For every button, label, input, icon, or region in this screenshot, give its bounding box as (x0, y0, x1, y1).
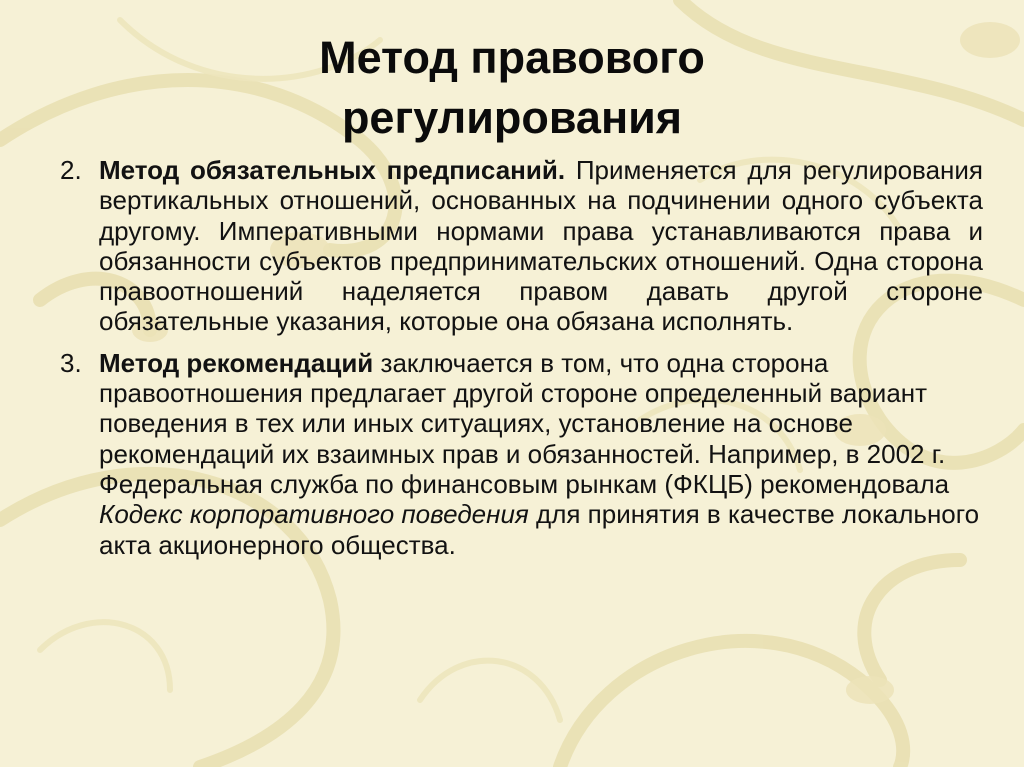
paragraph-number: 3. (60, 347, 82, 378)
slide-body (60, 155, 983, 560)
paragraph-method-recommendations (60, 348, 989, 560)
slide-title (0, 28, 1024, 148)
paragraph-text: Применяется для регулирования вертикальных отношений, основанных на подчинении одного субъекта другому. Императивными нормами права устанавливаются права и обязанности субъектов предпринимательских отношений. Одна сторона правоотношений наделяется правом давать другой стороне обязательные указания, которые она обязана исполнять. (99, 155, 984, 337)
paragraph-heading: Метод обязательных предписаний. (99, 155, 566, 185)
slide-title-line-1: Метод правового (319, 32, 705, 83)
paragraph-method-mandatory (60, 155, 983, 337)
paragraph-text-end: для принятия в качестве локального акта акционерного общества. (99, 499, 980, 560)
slide-title-line-2: регулирования (341, 92, 683, 143)
paragraph-heading: Метод рекомендаций (99, 347, 374, 378)
paragraph-text: заключается в том, что одна сторона правоотношения предлагает другой стороне определенный вариант поведения в тех или иных ситуациях, установление на основе рекомендаций их взаимных прав и обязанностей. Например, в 2002 г. Федеральная служба по финансовым рынкам (ФКЦБ) рекомендовала (99, 347, 950, 499)
paragraph-number: 2. (60, 155, 82, 185)
paragraph-italic-code-title: Кодекс корпоративного поведения (99, 499, 529, 530)
